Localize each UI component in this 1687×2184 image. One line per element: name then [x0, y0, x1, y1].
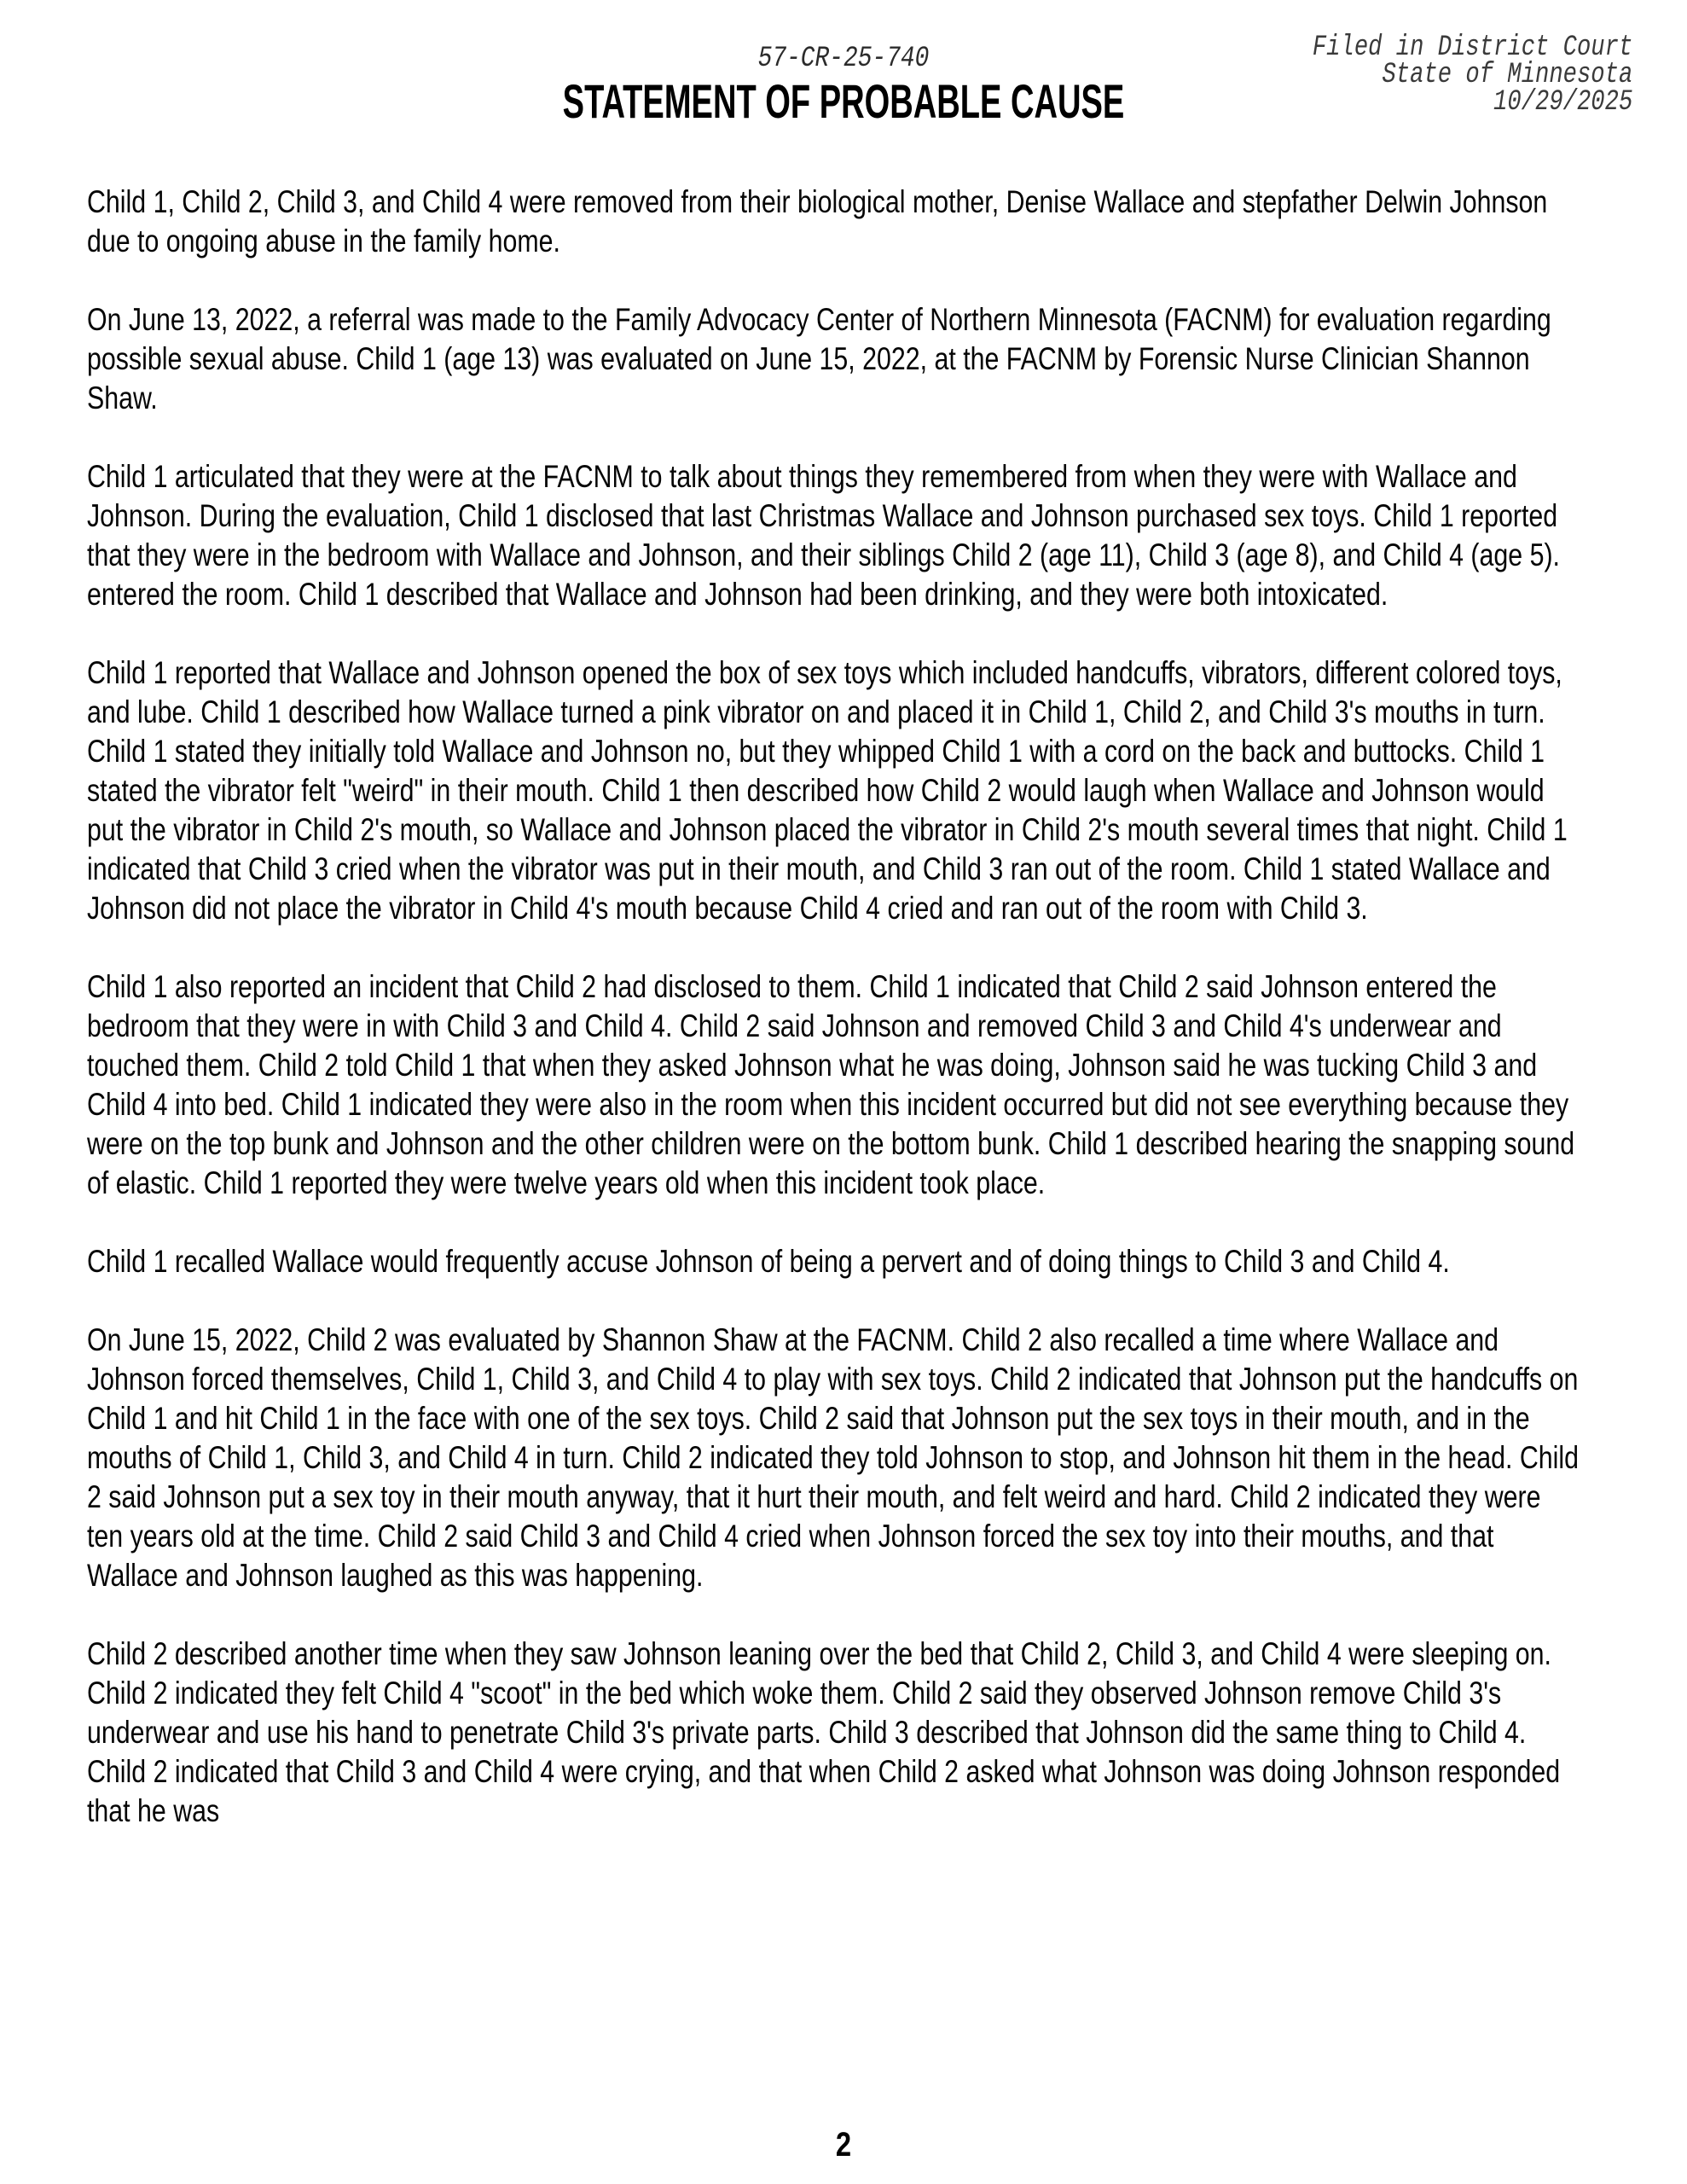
paragraph-7: On June 15, 2022, Child 2 was evaluated by Shannon Shaw at the FACNM. Child 2 also recalled a time where Wallace and Johnson forced themselves, Child 1, Child 3, and Child 4 to play with sex toys. Child 2 indicated that Johnson put the handcuffs on Child 1 and hit Child 1 in the face with one of the sex toys. Child 2 said that Johnson put the sex toys in their mouth, and in the mouths of Child 1, Child 3, and Child 4 in turn. Child 2 indicated they told Johnson to stop, and Johnson hit them in the head. Child 2 said Johnson put a sex toy in their mouth anyway, that it hurt their mouth, and felt weird and hard. Child 2 indicated they were ten years old at the time. Child 2 said Child 3 and Child 4 cried when Johnson forced the sex toy into their mouths, and that Wallace and Johnson laughed as this was happening. — [87, 1322, 1579, 1593]
filing-stamp-date: 10/29/2025 — [1493, 86, 1632, 119]
paragraph-3: Child 1 articulated that they were at the FACNM to talk about things they remembered from when they were with Wallace and Johnson. During the evaluation, Child 1 disclosed that last Christmas Wallace and Johnson purchased sex toys. Child 1 reported that they were in the bedroom with Wallace and Johnson, and their siblings Child 2 (age 11), Child 3 (age 8), and Child 4 (age 5). entered the room. Child 1 described that Wallace and Johnson had been drinking, and they were both intoxicated. — [87, 459, 1560, 612]
filing-stamp-court-line: Filed in District Court — [1312, 32, 1632, 64]
document-body — [87, 183, 1584, 1870]
paragraph-4: Child 1 reported that Wallace and Johnson opened the box of sex toys which included handcuffs, vibrators, different colored toys, and lube. Child 1 described how Wallace turned a pink vibrator on and placed it in Child 1, Child 2, and Child 3's mouths in turn. Child 1 stated they initially told Wallace and Johnson no, but they whipped Child 1 with a cord on the back and buttocks. Child 1 stated the vibrator felt "weird" in their mouth. Child 1 then described how Child 2 would laugh when Wallace and Johnson would put the vibrator in Child 2's mouth, so Wallace and Johnson placed the vibrator in Child 2's mouth several times that night. Child 1 indicated that Child 3 cried when the vibrator was put in their mouth, and Child 3 ran out of the room. Child 1 stated Wallace and Johnson did not place the vibrator in Child 4's mouth because Child 4 cried and ran out of the room with Child 3. — [87, 655, 1568, 926]
paragraph-5: Child 1 also reported an incident that Child 2 had disclosed to them. Child 1 indicated that Child 2 said Johnson entered the bedroom that they were in with Child 3 and Child 4. Child 2 said Johnson and removed Child 3 and Child 4's underwear and touched them. Child 2 told Child 1 that when they asked Johnson what he was doing, Johnson said he was tucking Child 3 and Child 4 into bed. Child 1 indicated they were also in the room when this incident occurred but did not see everything because they were on the top bunk and Johnson and the other children were on the bottom bunk. Child 1 described hearing the snapping sound of elastic. Child 1 reported they were twelve years old when this incident took place. — [87, 969, 1575, 1200]
case-number: 57-CR-25-740 — [757, 43, 930, 75]
filing-stamp-state-line: State of Minnesota — [1382, 59, 1632, 91]
paragraph-6: Child 1 recalled Wallace would frequently accuse Johnson of being a pervert and of doing things to Child 3 and Child 4. — [87, 1244, 1450, 1279]
paragraph-1: Child 1, Child 2, Child 3, and Child 4 were removed from their biological mother, Denise Wallace and stepfather Delwin Johnson due to ongoing abuse in the family home. — [87, 184, 1548, 258]
document-title: STATEMENT OF PROBABLE CAUSE — [562, 74, 1125, 128]
paragraph-8: Child 2 described another time when they saw Johnson leaning over the bed that Child 2, Child 3, and Child 4 were sleeping on. Child 2 indicated they felt Child 4 "scoot" in the bed which woke them. Child 2 said they observed Johnson remove Child 3's underwear and use his hand to penetrate Child 3's private parts. Child 3 described that Johnson did the same thing to Child 4. Child 2 indicated that Child 3 and Child 4 were crying, and that when Child 2 asked what Johnson was doing Johnson responded that he was — [87, 1636, 1561, 1828]
paragraph-2: On June 13, 2022, a referral was made to the Family Advocacy Center of Northern Minnesota (FACNM) for evaluation regarding possible sexual abuse. Child 1 (age 13) was evaluated on June 15, 2022, at the FACNM by Forensic Nurse Clinician Shannon Shaw. — [87, 302, 1551, 415]
filing-stamp — [1312, 32, 1632, 119]
page-number: 2 — [835, 2126, 852, 2164]
